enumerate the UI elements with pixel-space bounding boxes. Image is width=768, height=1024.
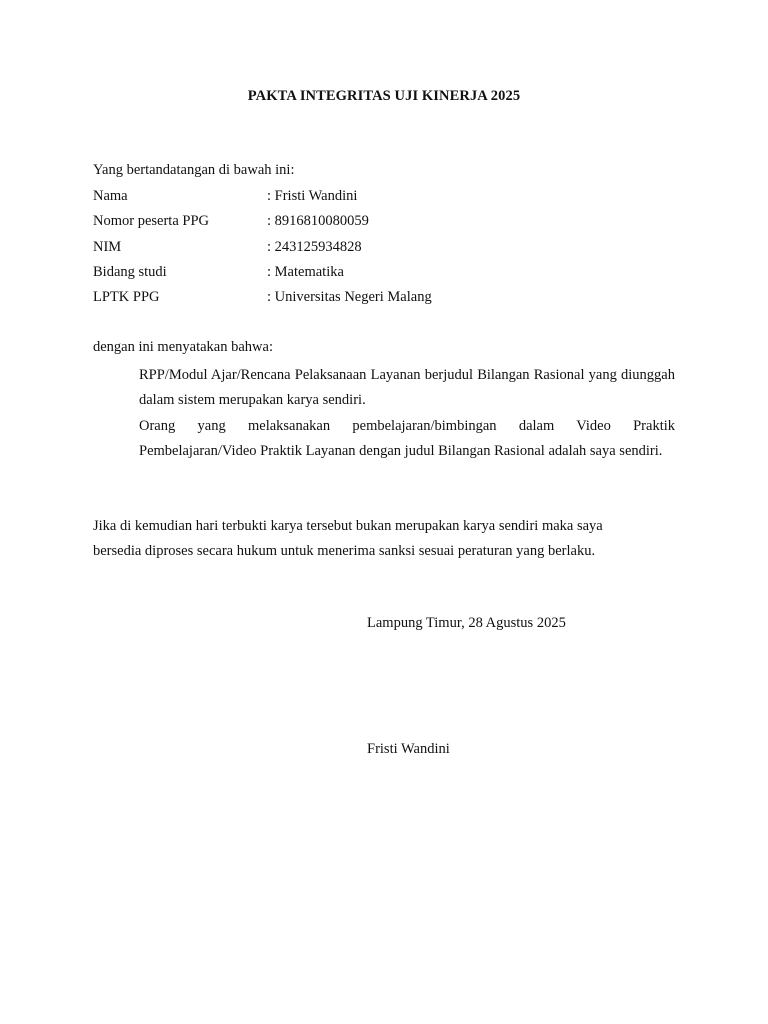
statement-item: Orang yang melaksanakan pembelajaran/bimbingan dalam Video Praktik Pembelajaran/Video Praktik Layanan dengan judul Bilangan Rasional adalah saya sendiri.	[139, 417, 675, 459]
field-value: : 243125934828	[267, 238, 362, 255]
declaration-intro: dengan ini menyatakan bahwa:	[93, 339, 273, 355]
field-row-nama	[93, 187, 653, 212]
signer-name: Fristi Wandini	[367, 741, 450, 757]
statement-list	[139, 363, 675, 464]
closing-paragraph	[93, 514, 693, 565]
field-label: Nama	[93, 188, 128, 204]
closing-line: Jika di kemudian hari terbukti karya tersebut bukan merupakan karya sendiri maka saya	[93, 518, 603, 534]
field-value: : 8916810080059	[267, 213, 369, 230]
field-row-bidang-studi	[93, 263, 653, 288]
closing-line: bersedia diproses secara hukum untuk menerima sanksi sesuai peraturan yang berlaku.	[93, 543, 596, 560]
field-label: Bidang studi	[93, 263, 167, 280]
field-row-nim	[93, 238, 653, 263]
intro-text: Yang bertandatangan di bawah ini:	[93, 162, 295, 178]
field-value: : Matematika	[267, 263, 344, 280]
statement-item: RPP/Modul Ajar/Rencana Pelaksanaan Layanan berjudul Bilangan Rasional yang diunggah dalam sistem merupakan karya sendiri.	[139, 367, 675, 409]
field-row-lptk	[93, 288, 653, 313]
field-label: Nomor peserta PPG	[93, 213, 209, 230]
place-date: Lampung Timur, 28 Agustus 2025	[367, 615, 566, 631]
field-label: NIM	[93, 238, 122, 255]
field-row-nomor-peserta	[93, 212, 653, 237]
identity-fields	[93, 187, 653, 313]
field-value: : Universitas Negeri Malang	[267, 289, 432, 306]
field-label: LPTK PPG	[93, 289, 160, 306]
field-value: : Fristi Wandini	[267, 188, 358, 204]
document-title: PAKTA INTEGRITAS UJI KINERJA 2025	[247, 88, 521, 104]
